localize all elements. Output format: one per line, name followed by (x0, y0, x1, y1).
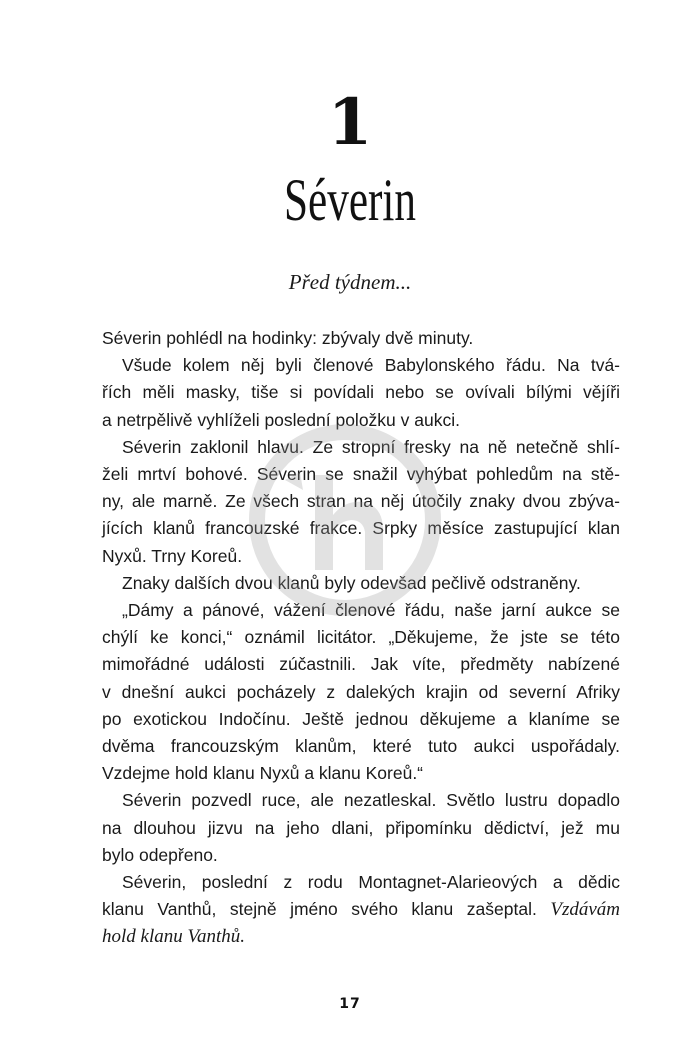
paragraph-line (102, 379, 620, 406)
text-line: „Dámy a pánové, vážení členové řádu, naše jarní aukce se (122, 600, 620, 621)
text-line: chýlí ke konci,“ oznámil licitátor. „Děkujeme, že jste se této (102, 627, 620, 648)
paragraph-line (102, 679, 620, 706)
chapter-timestamp: Před týdnem... (288, 270, 412, 294)
text-line: Séverin zaklonil hlavu. Ze stropní fresky na ně netečně shlí- (122, 436, 620, 457)
text-line: bylo odepřeno. (102, 844, 218, 865)
publisher-watermark-logo-icon (245, 420, 445, 620)
paragraph (102, 352, 620, 379)
text-line: na dlouhou jizvu na jeho dlani, připomínku dědictví, jež mu (102, 817, 620, 838)
chapter-title: Séverin (284, 167, 416, 233)
paragraph (102, 325, 620, 352)
page-number: 17 (339, 996, 361, 1012)
text-line: a netrpělivě vyhlíželi poslední položku v aukci. (102, 409, 460, 430)
text-line: Všude kolem něj byli členové Babylonského řádu. Na tvá- (122, 355, 620, 376)
text-line: ny, ale marně. Ze všech stran na něj útočily znaky dvou zbýva- (102, 491, 620, 512)
text-line: Znaky dalších dvou klanů byly odevšad pečlivě odstraněny. (122, 572, 581, 593)
paragraph-line (102, 624, 620, 651)
text-line: mimořádné události zúčastnili. Jak víte, předměty nabízené (102, 654, 620, 675)
text-line: Séverin pohlédl na hodinky: zbývaly dvě minuty. (102, 328, 474, 348)
paragraph-line (102, 842, 620, 869)
emphasis-text: Vzdávám (550, 899, 620, 921)
chapter-number: 1 (327, 85, 373, 160)
paragraph-line (102, 815, 620, 842)
text-line: želi mrtví bohové. Séverin se snažil vyhýbat pohledům na stě- (102, 464, 620, 485)
text-line: v dnešní aukci pocházely z dalekých krajin od severní Afriky (102, 681, 620, 702)
text-line: dvěma francouzským klanům, které tuto aukci uspořádaly. (102, 736, 620, 757)
text-line: řích měli masky, tiše si povídali nebo se ovívali bílými vějíři (102, 382, 620, 403)
paragraph-line (102, 651, 620, 678)
paragraph-line (102, 896, 620, 923)
chapter-body (102, 325, 620, 951)
text-line: Séverin, poslední z rodu Montagnet-Alarieových a dědic (122, 872, 620, 893)
emphasis-text: hold klanu Vanthů. (102, 926, 246, 948)
paragraph-line (102, 760, 620, 787)
text-line: po exotickou Indočínu. Ještě jednou děkujeme a klaníme se (102, 708, 620, 729)
text-line: Vzdejme hold klanu Nyxů a klanu Koreů.“ (102, 763, 424, 784)
text-line: klanu Vanthů, stejně jméno svého klanu zašeptal. (102, 899, 537, 920)
paragraph (102, 787, 620, 814)
paragraph-line (102, 733, 620, 760)
paragraph-line (102, 923, 620, 950)
paragraph (102, 869, 620, 896)
paragraph-line (102, 706, 620, 733)
text-line: jících klanů francouzské frakce. Srpky měsíce zastupující klan (102, 518, 620, 539)
text-line: Nyxů. Trny Koreů. (102, 545, 243, 566)
text-line: Séverin pozvedl ruce, ale nezatleskal. Světlo lustru dopadlo (122, 790, 620, 811)
